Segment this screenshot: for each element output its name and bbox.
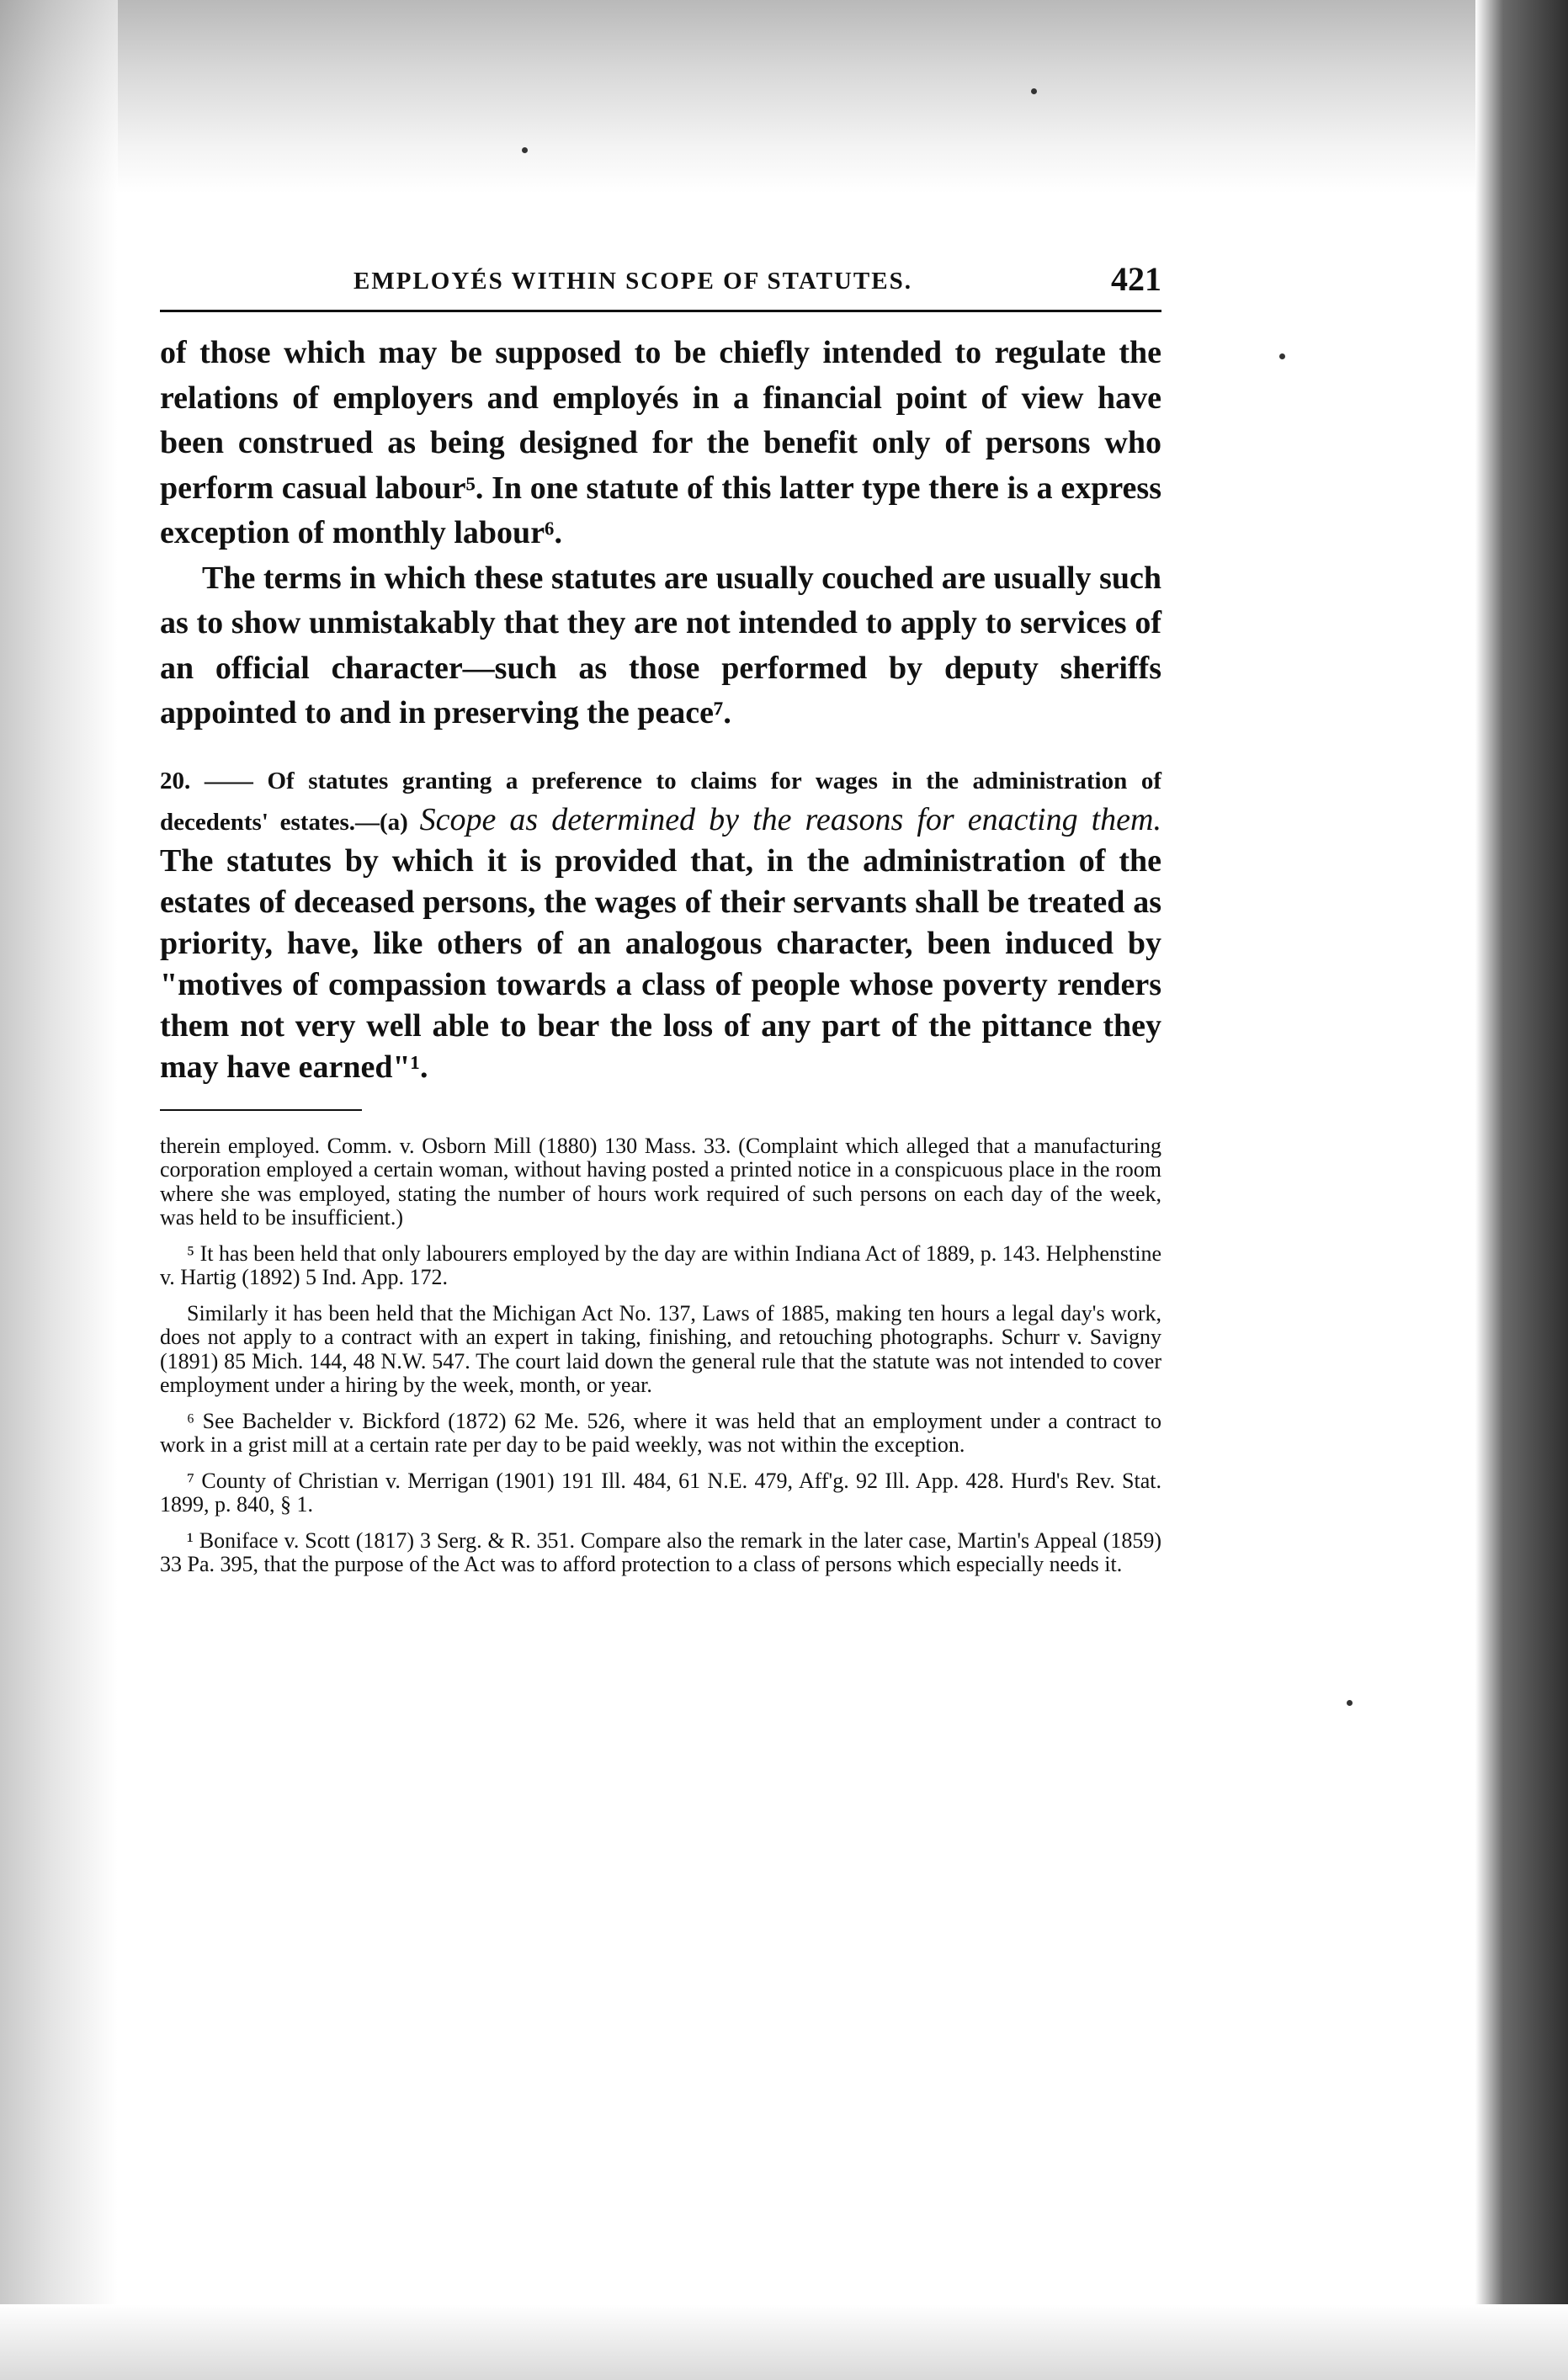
section-dash: —— bbox=[204, 767, 253, 794]
footnote: ¹ Boniface v. Scott (1817) 3 Serg. & R. 351. Compare also the remark in the later case, Martin's Appeal (1859) 33 Pa. 395, that the purpose of the Act was to afford protection to a class of persons which especially needs it. bbox=[160, 1527, 1161, 1576]
scan-speck bbox=[1279, 353, 1285, 359]
scan-speck bbox=[1347, 1700, 1353, 1706]
page-number: 421 bbox=[1111, 260, 1161, 298]
footnote: ⁶ See Bachelder v. Bickford (1872) 62 Me. 526, where it was held that an employment under a contract to work in a grist mill at a certain rate per day to be paid weekly, was not within the exception. bbox=[160, 1408, 1161, 1457]
footnote-rule bbox=[160, 1109, 362, 1111]
footnote: Similarly it has been held that the Michigan Act No. 137, Laws of 1885, making ten hours a legal day's work, does not apply to a contract with an expert in taking, finishing, and retouching photographs. Schurr v. Savigny (1891) 85 Mich. 144, 48 N.W. 547. The court laid down the general rule that the statute was not intended to cover employment under a hiring by the week, month, or year. bbox=[160, 1300, 1161, 1397]
book-page bbox=[160, 252, 1161, 1589]
footnote: ⁵ It has been held that only labourers employed by the day are within Indiana Act of 1889, p. 143. Helphenstine v. Hartig (1892) 5 Ind. App. 172. bbox=[160, 1240, 1161, 1289]
section-text: The statutes by which it is provided that, in the administration of the estates of deceased persons, the wages of their servants shall be treated as priority, have, like others of an analogous character, been induced by "motives of compassion towards a class of people whose poverty renders them not very well able to bear the loss of any part of the pittance they may have earned"¹. bbox=[160, 842, 1161, 1085]
section-italic-title: Scope as determined by the reasons for enacting them. bbox=[419, 801, 1161, 837]
header-rule bbox=[160, 310, 1161, 312]
scan-shadow-bottom bbox=[0, 2304, 1568, 2380]
section-20 bbox=[160, 762, 1161, 1089]
footnote: therein employed. Comm. v. Osborn Mill (1880) 130 Mass. 33. (Complaint which alleged that a manufacturing corporation employed a certain woman, without having posted a printed notice in a conspicuous place in the room where she was employed, stating the number of hours work required of such persons on each day of the week, was held to be insufficient.) bbox=[160, 1133, 1161, 1230]
running-head-title: EMPLOYÉS WITHIN SCOPE OF STATUTES. bbox=[353, 268, 912, 295]
scan-speck bbox=[1031, 88, 1037, 94]
scan-speck bbox=[522, 147, 528, 153]
footnote: ⁷ County of Christian v. Merrigan (1901) 191 Ill. 484, 61 N.E. 479, Aff'g. 92 Ill. App. 428. Hurd's Rev. Stat. 1899, p. 840, § 1. bbox=[160, 1468, 1161, 1517]
section-number: 20. bbox=[160, 767, 191, 794]
scan-shadow-right bbox=[1475, 0, 1568, 2380]
section-heading: Of statutes granting a preference to claims for wages in the administration of decedents' estates.—(a) bbox=[160, 767, 1161, 836]
body-paragraph: The terms in which these statutes are usually couched are usually such as to show unmistakably that they are not intended to apply to services of an official character—such as those performed by deputy sheriffs appointed to and in preserving the peace⁷. bbox=[160, 560, 1161, 730]
running-head bbox=[160, 252, 1161, 303]
scan-shadow-left bbox=[0, 0, 118, 2380]
body-paragraph: of those which may be supposed to be chiefly intended to regulate the relations of employers and employés in a financial point of view have been construed as being designed for the benefit only of persons who perform casual labour⁵. In one statute of this latter type there is a express exception of monthly labour⁶. bbox=[160, 335, 1161, 550]
scan-shadow-top bbox=[0, 0, 1568, 194]
